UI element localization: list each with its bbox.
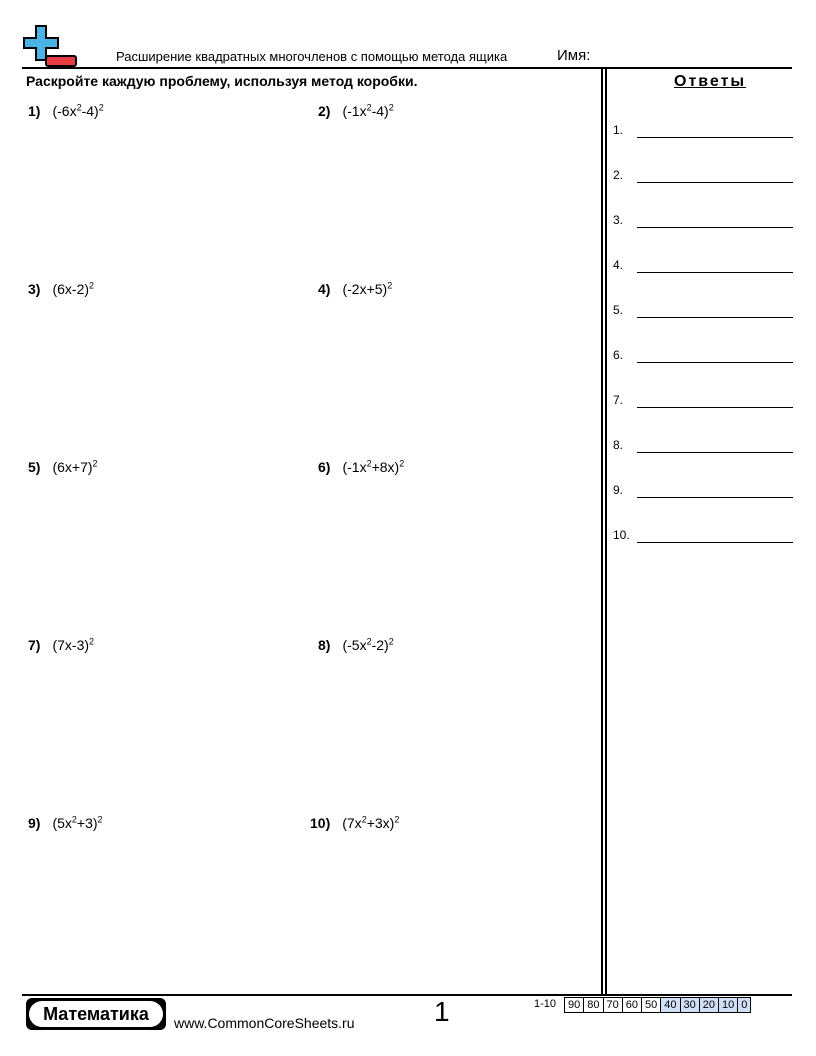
score-cell: 60 bbox=[622, 998, 641, 1013]
exponent: 2 bbox=[366, 102, 372, 112]
expression-part: (-1x bbox=[342, 458, 367, 475]
answer-number: 4. bbox=[613, 258, 624, 272]
answer-blank[interactable] bbox=[637, 182, 793, 183]
problem-number: 8) bbox=[318, 636, 331, 653]
expression-part: (-6x bbox=[52, 102, 77, 119]
column-divider bbox=[605, 68, 607, 994]
exponent: 2 bbox=[366, 458, 372, 468]
answer-line-10[interactable] bbox=[613, 525, 793, 545]
website-link: www.CommonCoreSheets.ru bbox=[174, 1015, 355, 1031]
problem-expression bbox=[342, 815, 399, 831]
expression-part: +3x) bbox=[366, 814, 395, 831]
expression-part: (-5x bbox=[342, 636, 367, 653]
problem-2 bbox=[318, 102, 394, 119]
problem-expression bbox=[342, 103, 393, 119]
problem-number: 5) bbox=[28, 458, 41, 475]
answer-number: 9. bbox=[613, 483, 624, 497]
exponent: 2 bbox=[366, 636, 372, 646]
problem-10 bbox=[310, 814, 399, 831]
name-label: Имя: bbox=[557, 47, 591, 64]
expression-part: (-1x bbox=[342, 102, 367, 119]
expression-part: (6x-2) bbox=[52, 280, 90, 297]
expression-part: +8x) bbox=[371, 458, 400, 475]
problem-number: 10) bbox=[310, 814, 331, 831]
problem-number: 4) bbox=[318, 280, 331, 297]
score-table bbox=[564, 997, 751, 1013]
score-cell: 90 bbox=[565, 998, 584, 1013]
exponent: 2 bbox=[76, 102, 82, 112]
answer-blank[interactable] bbox=[637, 407, 793, 408]
problem-expression bbox=[342, 281, 392, 297]
answer-line-4[interactable] bbox=[613, 255, 793, 275]
answer-number: 5. bbox=[613, 303, 624, 317]
exponent: 2 bbox=[89, 280, 95, 290]
answer-blank[interactable] bbox=[637, 452, 793, 453]
answer-blank[interactable] bbox=[637, 497, 793, 498]
expression-part: -4) bbox=[81, 102, 99, 119]
answer-number: 1. bbox=[613, 123, 624, 137]
score-cell: 50 bbox=[642, 998, 661, 1013]
answer-blank[interactable] bbox=[637, 272, 793, 273]
problem-6 bbox=[318, 458, 404, 475]
problem-number: 9) bbox=[28, 814, 41, 831]
exponent: 2 bbox=[387, 280, 393, 290]
answer-line-7[interactable] bbox=[613, 390, 793, 410]
score-cell: 20 bbox=[699, 998, 718, 1013]
exponent: 2 bbox=[388, 102, 394, 112]
problem-expression bbox=[52, 281, 94, 297]
expression-part: -4) bbox=[371, 102, 389, 119]
instructions: Раскройте каждую проблему, используя метод коробки. bbox=[26, 73, 418, 89]
answer-blank[interactable] bbox=[637, 137, 793, 138]
exponent: 2 bbox=[98, 102, 104, 112]
problem-expression bbox=[342, 459, 404, 475]
answer-number: 7. bbox=[613, 393, 624, 407]
column-divider bbox=[601, 68, 603, 994]
score-cell: 40 bbox=[661, 998, 680, 1013]
score-cell: 70 bbox=[603, 998, 622, 1013]
exponent: 2 bbox=[92, 458, 98, 468]
answer-blank[interactable] bbox=[637, 317, 793, 318]
expression-part: +3) bbox=[76, 814, 98, 831]
answer-blank[interactable] bbox=[637, 542, 793, 543]
score-cell: 10 bbox=[719, 998, 738, 1013]
exponent: 2 bbox=[97, 814, 103, 824]
problem-8 bbox=[318, 636, 394, 653]
answer-blank[interactable] bbox=[637, 362, 793, 363]
exponent: 2 bbox=[388, 636, 394, 646]
problem-9 bbox=[28, 814, 103, 831]
logo-icon bbox=[22, 24, 78, 68]
expression-part: (7x bbox=[342, 814, 362, 831]
problem-number: 7) bbox=[28, 636, 41, 653]
score-cell: 0 bbox=[738, 998, 751, 1013]
problem-7 bbox=[28, 636, 94, 653]
problem-number: 2) bbox=[318, 102, 331, 119]
problem-expression bbox=[52, 637, 94, 653]
answer-line-6[interactable] bbox=[613, 345, 793, 365]
problem-expression bbox=[52, 459, 97, 475]
answer-line-8[interactable] bbox=[613, 435, 793, 455]
answer-line-5[interactable] bbox=[613, 300, 793, 320]
answer-blank[interactable] bbox=[637, 227, 793, 228]
problem-number: 3) bbox=[28, 280, 41, 297]
answer-line-3[interactable] bbox=[613, 210, 793, 230]
answer-number: 6. bbox=[613, 348, 624, 362]
expression-part: (7x-3) bbox=[52, 636, 90, 653]
answers-title: Ответы bbox=[674, 73, 747, 90]
page-number: 1 bbox=[434, 996, 450, 1027]
brand-badge bbox=[26, 998, 166, 1030]
expression-part: (-2x+5) bbox=[342, 280, 388, 297]
exponent: 2 bbox=[89, 636, 95, 646]
problem-1 bbox=[28, 102, 104, 119]
brand-label: Математика bbox=[29, 1001, 163, 1027]
exponent: 2 bbox=[394, 814, 400, 824]
score-cell: 30 bbox=[680, 998, 699, 1013]
score-cell: 80 bbox=[584, 998, 603, 1013]
answer-number: 10. bbox=[613, 528, 630, 542]
answer-number: 8. bbox=[613, 438, 624, 452]
problem-3 bbox=[28, 280, 94, 297]
expression-part: (5x bbox=[52, 814, 72, 831]
problem-5 bbox=[28, 458, 98, 475]
answer-number: 3. bbox=[613, 213, 624, 227]
problem-4 bbox=[318, 280, 392, 297]
problem-expression bbox=[52, 815, 102, 831]
answer-line-1[interactable] bbox=[613, 120, 793, 140]
answer-line-2[interactable] bbox=[613, 165, 793, 185]
problem-expression bbox=[52, 103, 103, 119]
problem-number: 1) bbox=[28, 102, 41, 119]
score-range-label: 1-10 bbox=[534, 998, 557, 1010]
exponent: 2 bbox=[399, 458, 405, 468]
bottom-divider bbox=[22, 994, 792, 996]
expression-part: -2) bbox=[371, 636, 389, 653]
exponent: 2 bbox=[71, 814, 77, 824]
problem-expression bbox=[342, 637, 393, 653]
expression-part: (6x+7) bbox=[52, 458, 93, 475]
top-divider bbox=[22, 67, 792, 69]
exponent: 2 bbox=[361, 814, 367, 824]
problem-number: 6) bbox=[318, 458, 331, 475]
answer-number: 2. bbox=[613, 168, 624, 182]
worksheet-title: Расширение квадратных многочленов с помощью метода ящика bbox=[116, 49, 508, 64]
answer-line-9[interactable] bbox=[613, 480, 793, 500]
